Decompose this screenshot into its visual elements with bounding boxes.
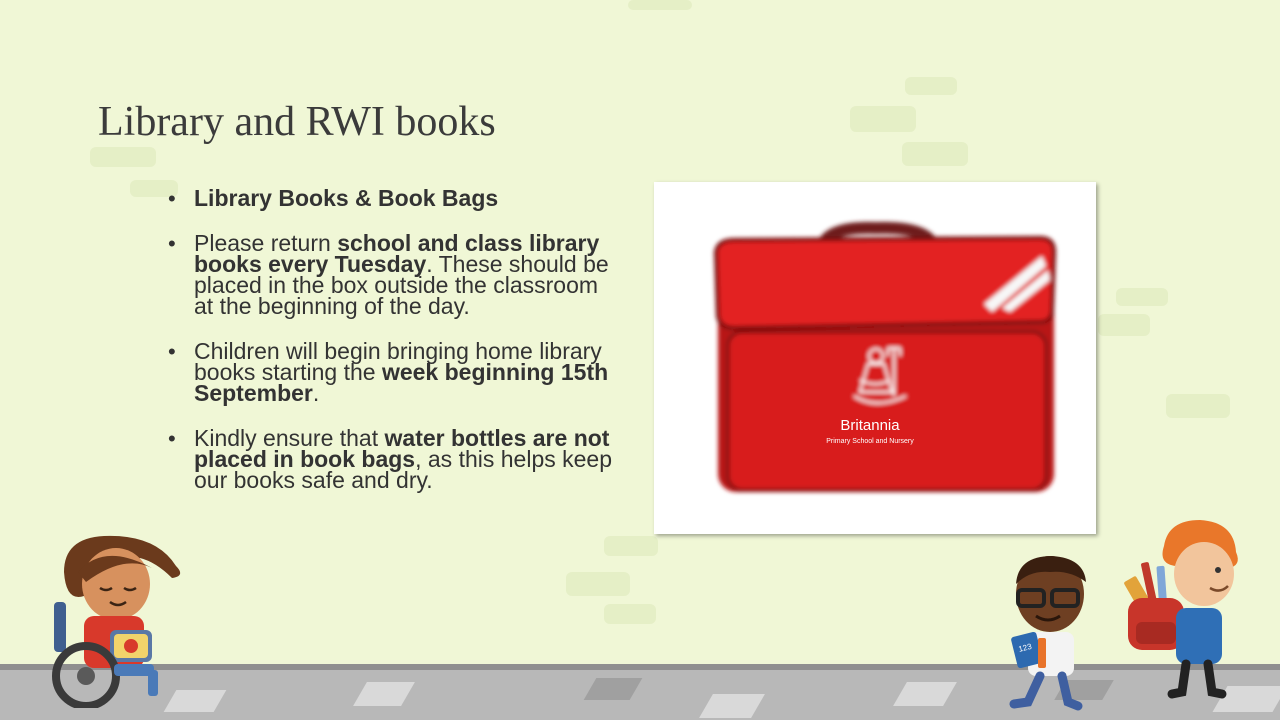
bullet-text: Kindly ensure that [194, 425, 385, 451]
child-backpack-illustration [1124, 516, 1254, 700]
book-bag-photo [654, 182, 1096, 534]
bullet-text-bold: water bottles are not placed in book bags [194, 425, 610, 472]
bullet-text-bold: school and class library books every Tuesday [194, 230, 600, 277]
bg-brick [604, 604, 656, 624]
bag-logo-subtext: Primary School and Nursery [826, 438, 914, 445]
bullet-text-bold: week beginning 15th September [194, 359, 609, 406]
bg-brick [90, 147, 156, 167]
bullet-item [168, 338, 618, 406]
bg-brick [566, 572, 630, 596]
bg-brick [902, 142, 968, 166]
book-bag-illustration [654, 182, 1096, 534]
bullet-text: Children will begin bringing home library books starting the [194, 338, 602, 385]
bullet-text-bold: Library Books & Book Bags [194, 185, 499, 211]
bullet-text: Please return [194, 230, 338, 256]
bg-brick [604, 536, 658, 556]
bg-brick [1116, 288, 1168, 306]
bullet-item [168, 425, 618, 493]
slide-title: Library and RWI books [98, 99, 496, 145]
bullet-text: , as this helps keep our books safe and dry. [194, 446, 613, 493]
bullet-text: . These should be placed in the box outside the classroom at the beginning of the day. [194, 251, 609, 319]
bg-brick [850, 106, 916, 132]
bg-brick [1098, 314, 1150, 336]
bg-brick [1166, 394, 1230, 418]
bg-brick [905, 77, 957, 95]
bullet-text: . [312, 380, 320, 406]
child-glasses-illustration [1000, 552, 1100, 712]
bag-logo-text: Britannia [840, 417, 900, 434]
child-wheelchair-illustration [44, 532, 194, 708]
bullet-list [168, 185, 618, 515]
bullet-item [168, 230, 618, 319]
bg-brick [628, 0, 692, 10]
svg-text:123: 123 [1017, 641, 1033, 654]
bullet-item [168, 185, 618, 211]
